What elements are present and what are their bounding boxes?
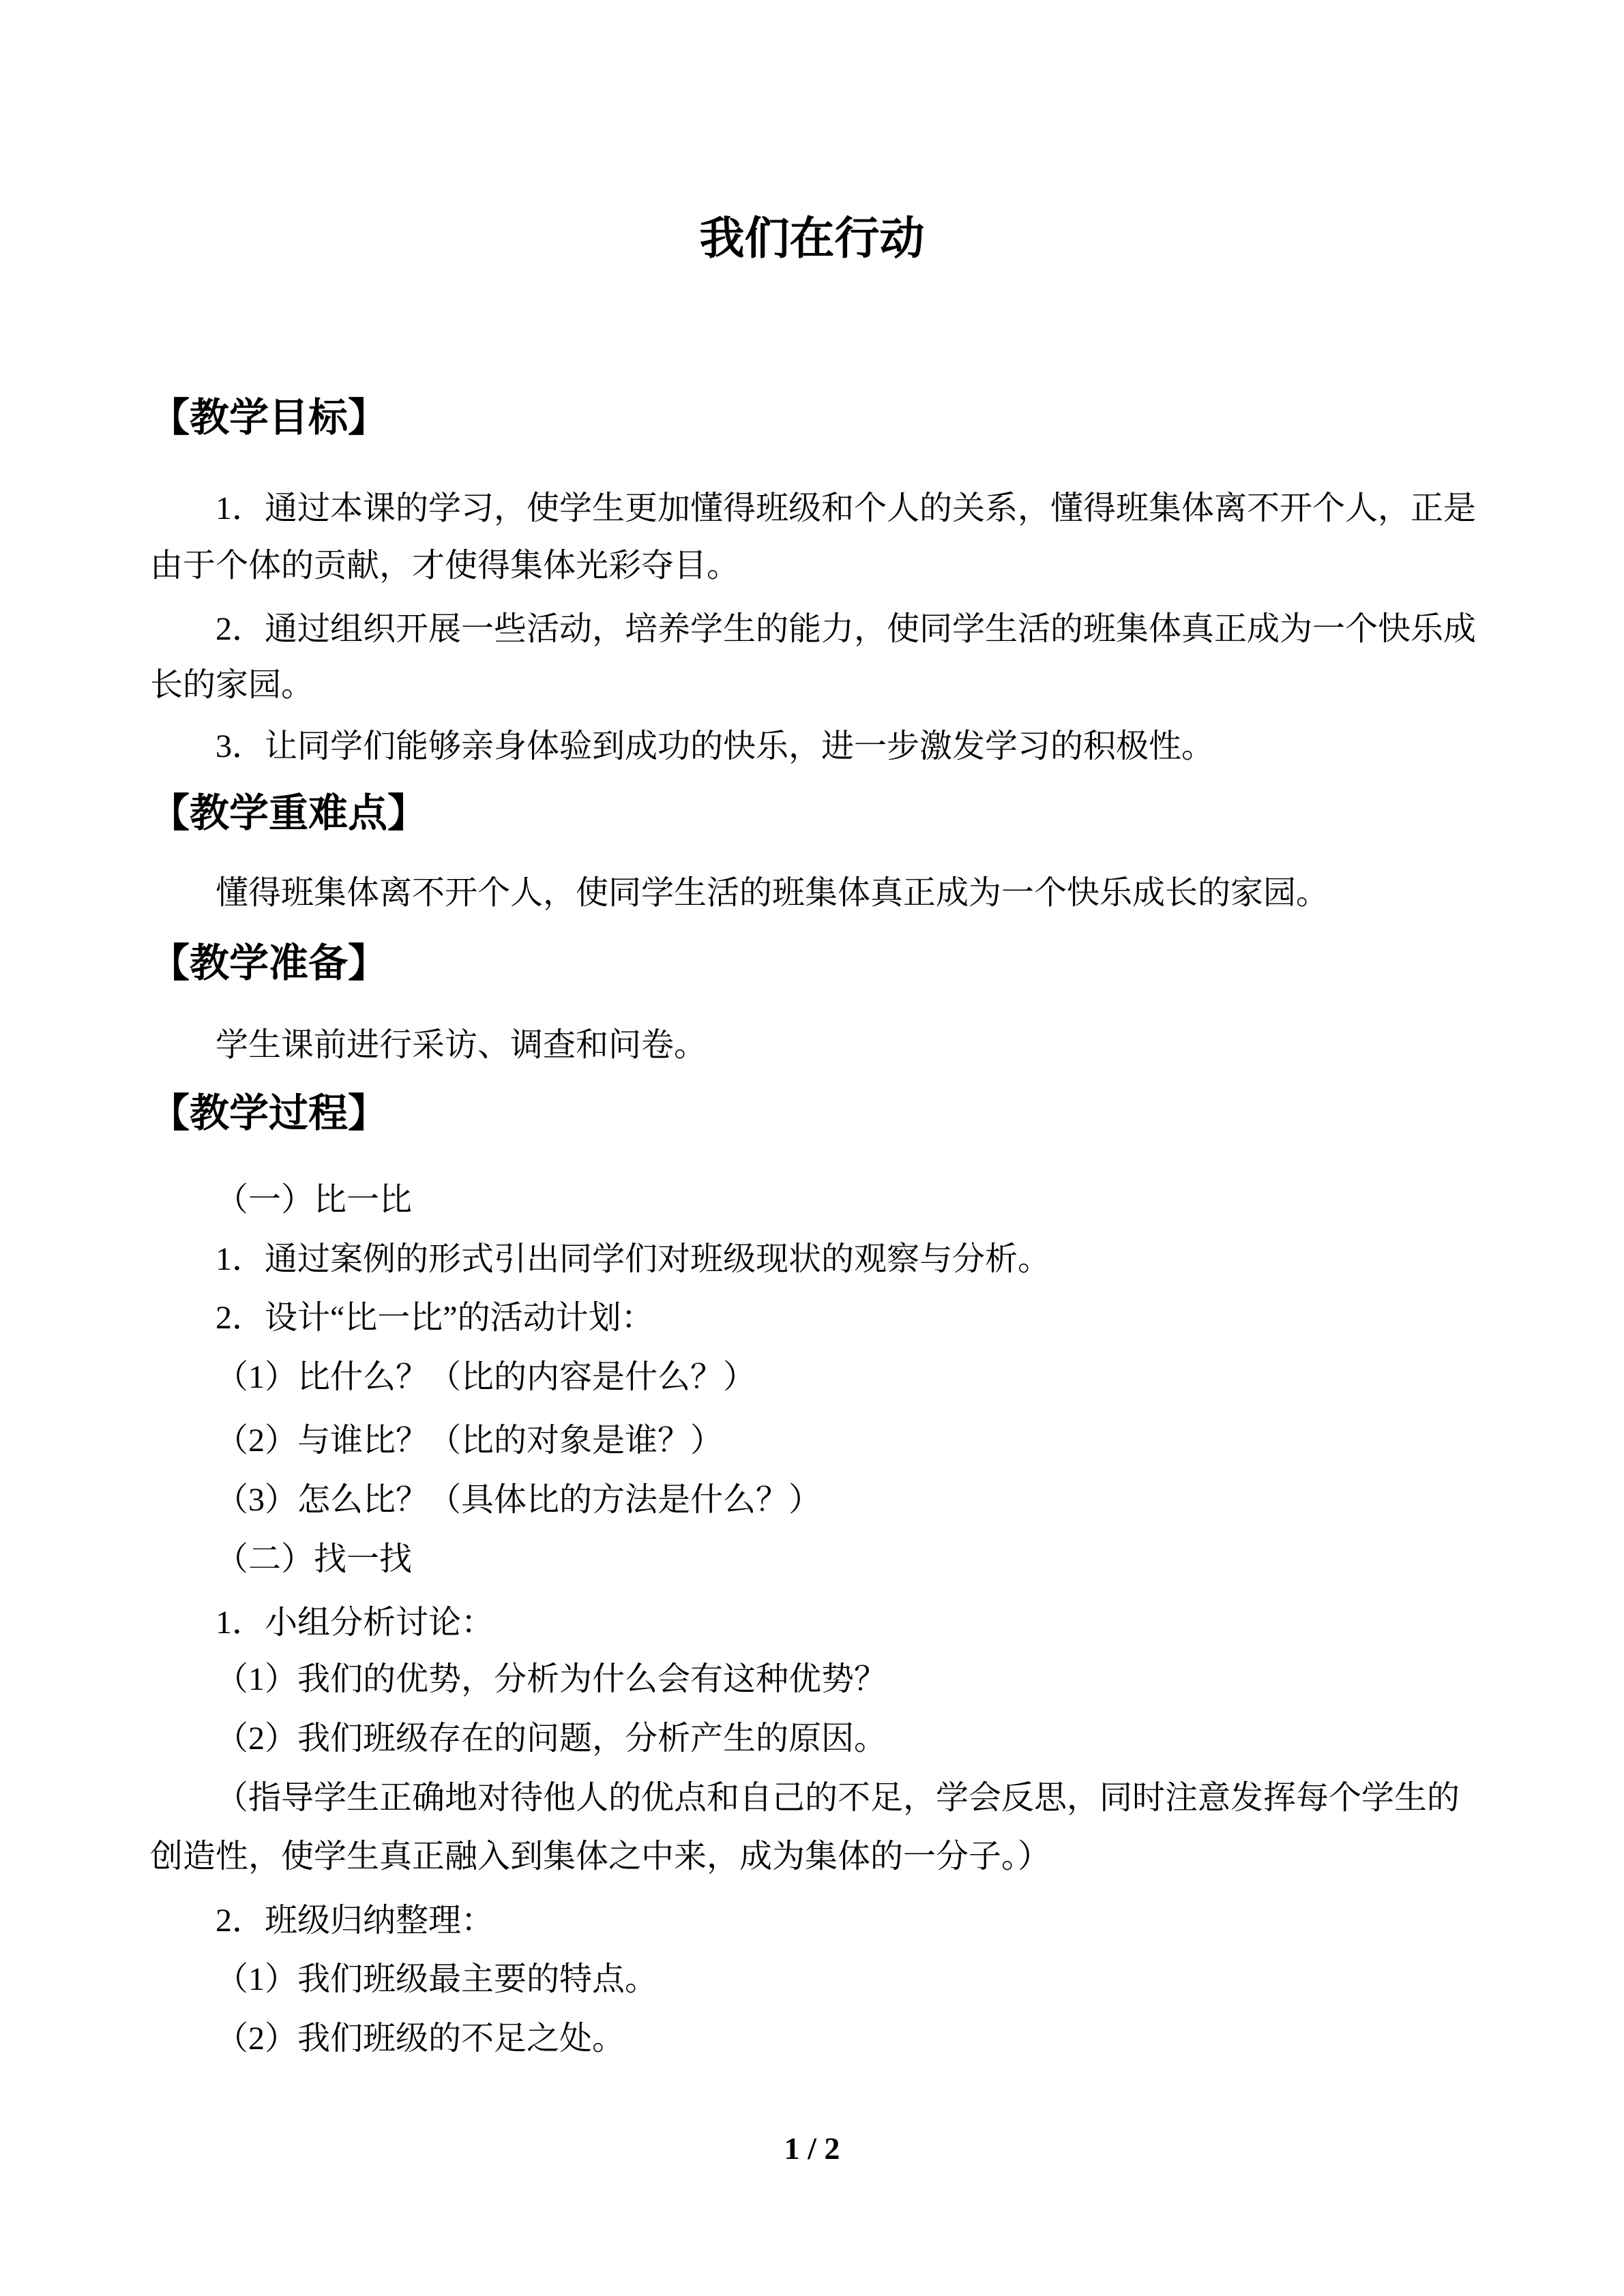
page-title: 我们在行动 <box>699 214 925 264</box>
paragraph-line: 2．设计“比一比”的活动计划： <box>216 1300 654 1336</box>
paragraph-line: 学生课前进行采访、调查和问卷。 <box>216 1027 707 1063</box>
paragraph-line: 3．让同学们能够亲身体验到成功的快乐，进一步激发学习的积极性。 <box>216 728 1215 764</box>
paragraph-line: （1）比什么？（比的内容是什么？） <box>216 1359 756 1395</box>
paragraph-line: 2．通过组织开展一些活动，培养学生的能力，使同学生活的班集体真正成为一个快乐成 <box>216 611 1477 647</box>
paragraph-line: （2）我们班级存在的问题，分析产生的原因。 <box>216 1720 887 1757</box>
paragraph-line: （指导学生正确地对待他人的优点和自己的不足，学会反思，同时注意发挥每个学生的 <box>216 1780 1460 1816</box>
page-number: 1 / 2 <box>784 2131 840 2166</box>
paragraph-line: 1．小组分析讨论： <box>216 1605 494 1641</box>
paragraph-line: （一）比一比 <box>216 1182 413 1218</box>
paragraph-line: （1）我们班级最主要的特点。 <box>216 1961 658 1997</box>
paragraph-line: （2）我们班级的不足之处。 <box>216 2021 625 2057</box>
paragraph-line: 懂得班集体离不开个人，使同学生活的班集体真正成为一个快乐成长的家园。 <box>216 875 1329 911</box>
paragraph-line: 由于个体的贡献，才使得集体光彩夺目。 <box>150 548 740 584</box>
section-heading-teaching-goals: 【教学目标】 <box>150 396 388 440</box>
paragraph-line: 长的家园。 <box>150 667 314 703</box>
section-heading-process: 【教学过程】 <box>150 1091 388 1135</box>
paragraph-line: （2）与谁比？（比的对象是谁？） <box>216 1422 724 1459</box>
paragraph-line: 1．通过案例的形式引出同学们对班级现状的观察与分析。 <box>216 1241 1051 1277</box>
section-heading-key-points: 【教学重难点】 <box>150 791 428 835</box>
paragraph-line: （3）怎么比？（具体比的方法是什么？） <box>216 1482 822 1518</box>
paragraph-line: （二）找一找 <box>216 1541 413 1577</box>
paragraph-line: 1．通过本课的学习，使学生更加懂得班级和个人的关系，懂得班集体离不开个人，正是 <box>216 490 1477 526</box>
section-heading-preparation: 【教学准备】 <box>150 941 388 985</box>
paragraph-line: （1）我们的优势，分析为什么会有这种优势？ <box>216 1661 887 1697</box>
paragraph-line: 创造性，使学生真正融入到集体之中来，成为集体的一分子。） <box>150 1838 1051 1875</box>
paragraph-line: 2．班级归纳整理： <box>216 1903 494 1939</box>
